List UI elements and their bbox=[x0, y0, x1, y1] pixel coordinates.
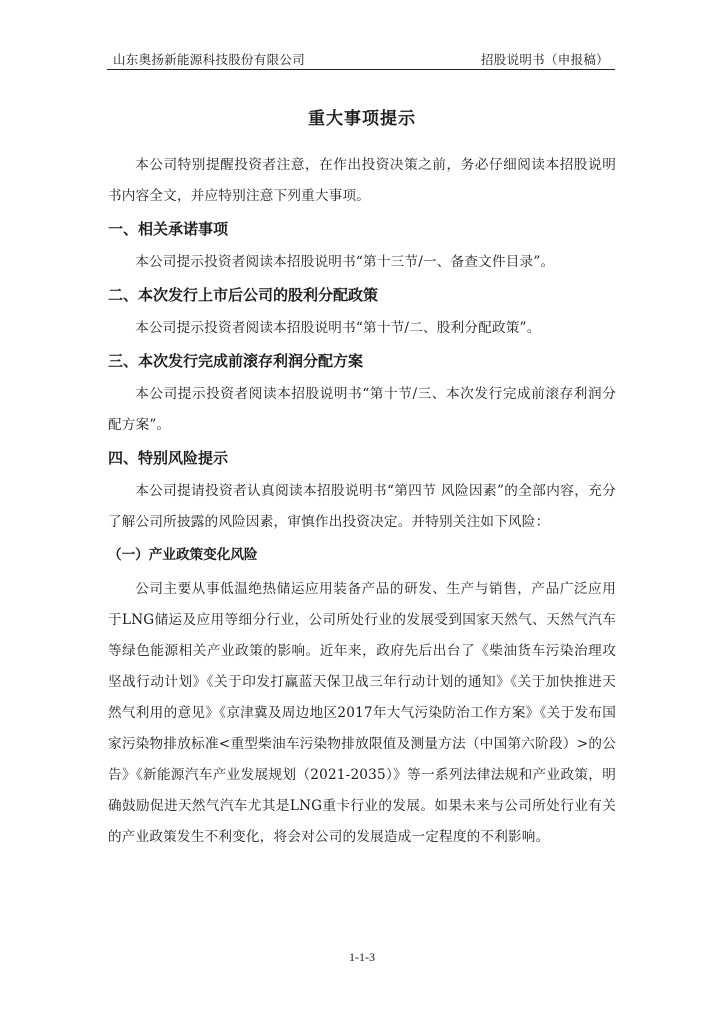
header-company: 山东奥扬新能源科技股份有限公司 bbox=[113, 52, 306, 67]
page-title: 重大事项提示 bbox=[308, 109, 416, 129]
header-doc-type: 招股说明书（申报稿） bbox=[480, 52, 609, 67]
section-4-heading: 四、特别风险提示 bbox=[108, 449, 229, 467]
page-header bbox=[107, 50, 615, 70]
section-2-text: 本公司提示投资者阅读本招股说明书“第十节/二、股利分配政策”。 bbox=[135, 320, 541, 336]
page-number: 1-1-3 bbox=[349, 950, 375, 964]
section-2-heading: 二、本次发行上市后公司的股利分配政策 bbox=[108, 286, 379, 304]
page-content bbox=[108, 104, 616, 853]
section-3-text: 本公司提示投资者阅读本招股说明书“第十节/三、本次发行完成前滚存利润分配方案”。 bbox=[108, 386, 616, 433]
subsection-text: 公司主要从事低温绝热储运应用装备产品的研发、生产与销售，产品广泛应用于LNG储运及应用等细分行业，公司所处行业的发展受到国家天然气、天然气汽车等绿色能源相关产业政策的影响。近年来，政府先后出台了《柴油货车污染治理攻坚战行动计划》《关于印发打赢蓝天保卫战三年行动计划的通知》《关于加快推进天然气利用的意见》《京津冀及周边地区2017年大气污染防治工作方案》《关于发布国家污染物排放标准<重型柴油车污染物排放限值及测量方法（中国第六阶段）>的公告》《新能源汽车产业发展规划（2021-2035）》等一系列法律法规和产业政策，明确鼓励促进天然气汽车尤其是LNG重卡行业的发展。如果未来与公司所处行业有关的产业政策发生不利变化，将会对公司的发展造成一定程度的不利影响。 bbox=[108, 581, 616, 845]
section-4-text: 本公司提请投资者认真阅读本招股说明书“第四节 风险因素”的全部内容，充分了解公司所披露的风险因素，审慎作出投资决定。并特别关注如下风险： bbox=[108, 483, 616, 530]
section-1-heading: 一、相关承诺事项 bbox=[108, 220, 229, 238]
section-1-text: 本公司提示投资者阅读本招股说明书“第十三节/一、备查文件目录”。 bbox=[135, 254, 555, 270]
section-3-heading: 三、本次发行完成前滚存利润分配方案 bbox=[108, 352, 364, 370]
header-rule bbox=[107, 69, 615, 70]
intro-paragraph: 本公司特别提醒投资者注意，在作出投资决策之前，务必仔细阅读本招股说明书内容全文，并应特别注意下列重大事项。 bbox=[108, 157, 616, 204]
subsection-heading: （一）产业政策变化风险 bbox=[108, 547, 258, 563]
